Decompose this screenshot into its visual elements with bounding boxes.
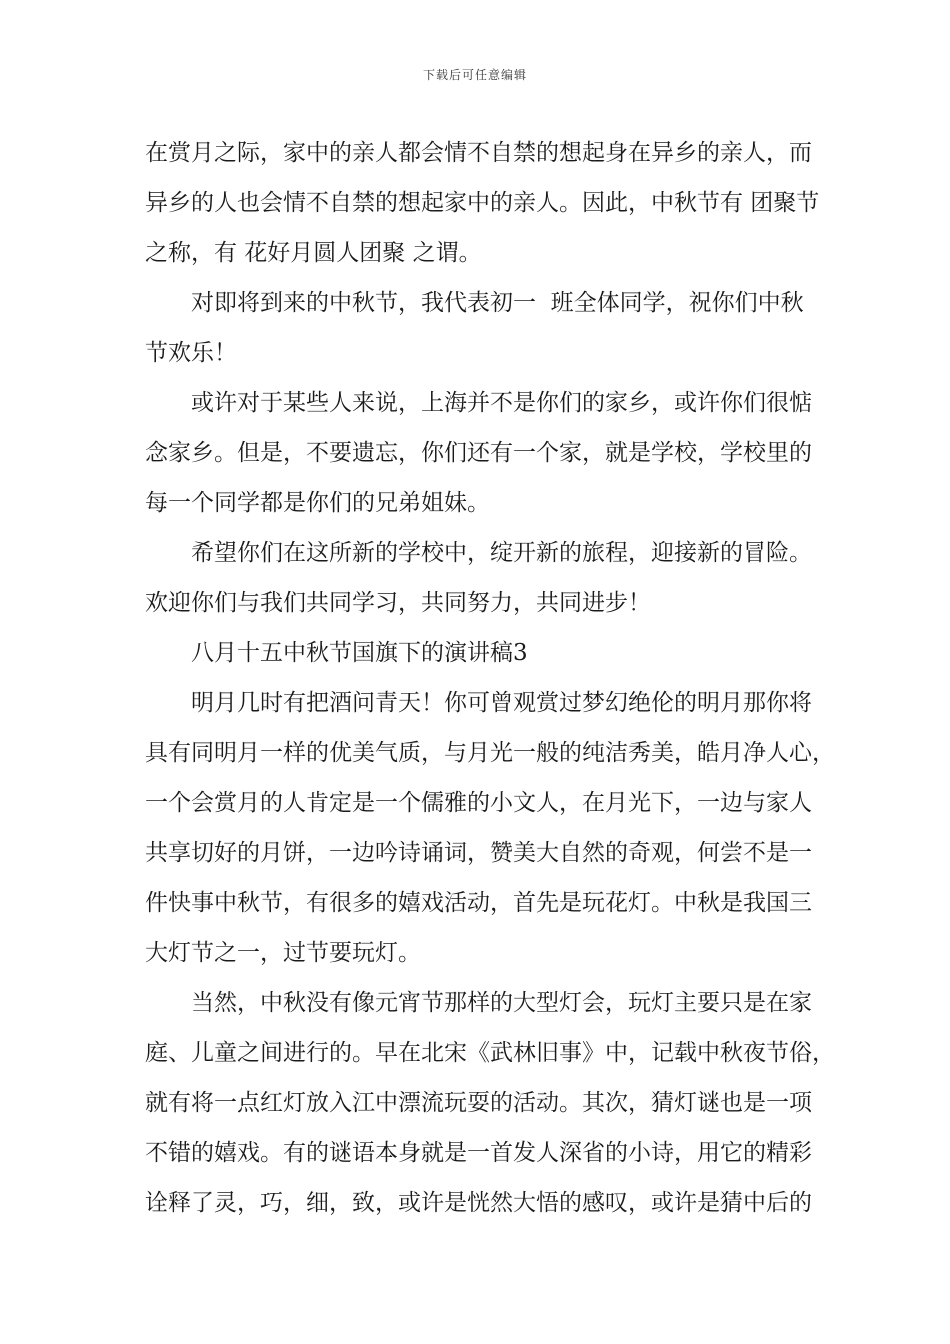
- text-line: 共享切好的月饼，一边吟诗诵词，赞美大自然的奇观，何尝不是一: [145, 840, 812, 866]
- text-line: 在赏月之际，家中的亲人都会情不自禁的想起身在异乡的亲人，而: [145, 140, 812, 166]
- text-line: 明月几时有把酒问青天！你可曾观赏过梦幻绝伦的明月那你将: [191, 690, 812, 716]
- section-heading: 八月十五中秋节国旗下的演讲稿3: [191, 640, 528, 666]
- document-body: [145, 128, 835, 1228]
- text-line: 诠释了灵，巧，细，致，或许是恍然大悟的感叹，或许是猜中后的: [145, 1190, 812, 1216]
- text-line: 大灯节之一，过节要玩灯。: [145, 940, 421, 966]
- text-line: 欢迎你们与我们共同学习，共同努力，共同进步！: [145, 590, 651, 616]
- text-line: 希望你们在这所新的学校中，绽开新的旅程，迎接新的冒险。: [191, 540, 812, 566]
- text-line: 异乡的人也会情不自禁的想起家中的亲人。因此，中秋节有 团聚节: [145, 190, 820, 216]
- text-line: 件快事中秋节，有很多的嬉戏活动，首先是玩花灯。中秋是我国三: [145, 890, 812, 916]
- text-line: 或许对于某些人来说，上海并不是你们的家乡，或许你们很惦: [191, 390, 812, 416]
- text-line: 当然，中秋没有像元宵节那样的大型灯会，玩灯主要只是在家: [191, 990, 812, 1016]
- text-line: 具有同明月一样的优美气质，与月光一般的纯洁秀美，皓月净人心，: [145, 740, 835, 766]
- text-line: 不错的嬉戏。有的谜语本身就是一首发人深省的小诗，用它的精彩: [145, 1140, 812, 1166]
- text-line: 对即将到来的中秋节，我代表初一 班全体同学，祝你们中秋: [191, 290, 804, 316]
- text-line: 节欢乐！: [145, 340, 237, 366]
- text-line: 就有将一点红灯放入江中漂流玩耍的活动。其次，猜灯谜也是一项: [145, 1090, 812, 1116]
- text-line: 之称，有 花好月圆人团聚 之谓。: [145, 240, 482, 266]
- text-line: 庭、儿童之间进行的。早在北宋《武林旧事》中，记载中秋夜节俗，: [145, 1040, 835, 1066]
- page-header: 下载后可任意编辑: [422, 68, 527, 82]
- text-line: 每一个同学都是你们的兄弟姐妹。: [145, 490, 490, 516]
- text-line: 念家乡。但是，不要遗忘，你们还有一个家，就是学校，学校里的: [145, 440, 812, 466]
- text-line: 一个会赏月的人肯定是一个儒雅的小文人，在月光下，一边与家人: [145, 790, 812, 816]
